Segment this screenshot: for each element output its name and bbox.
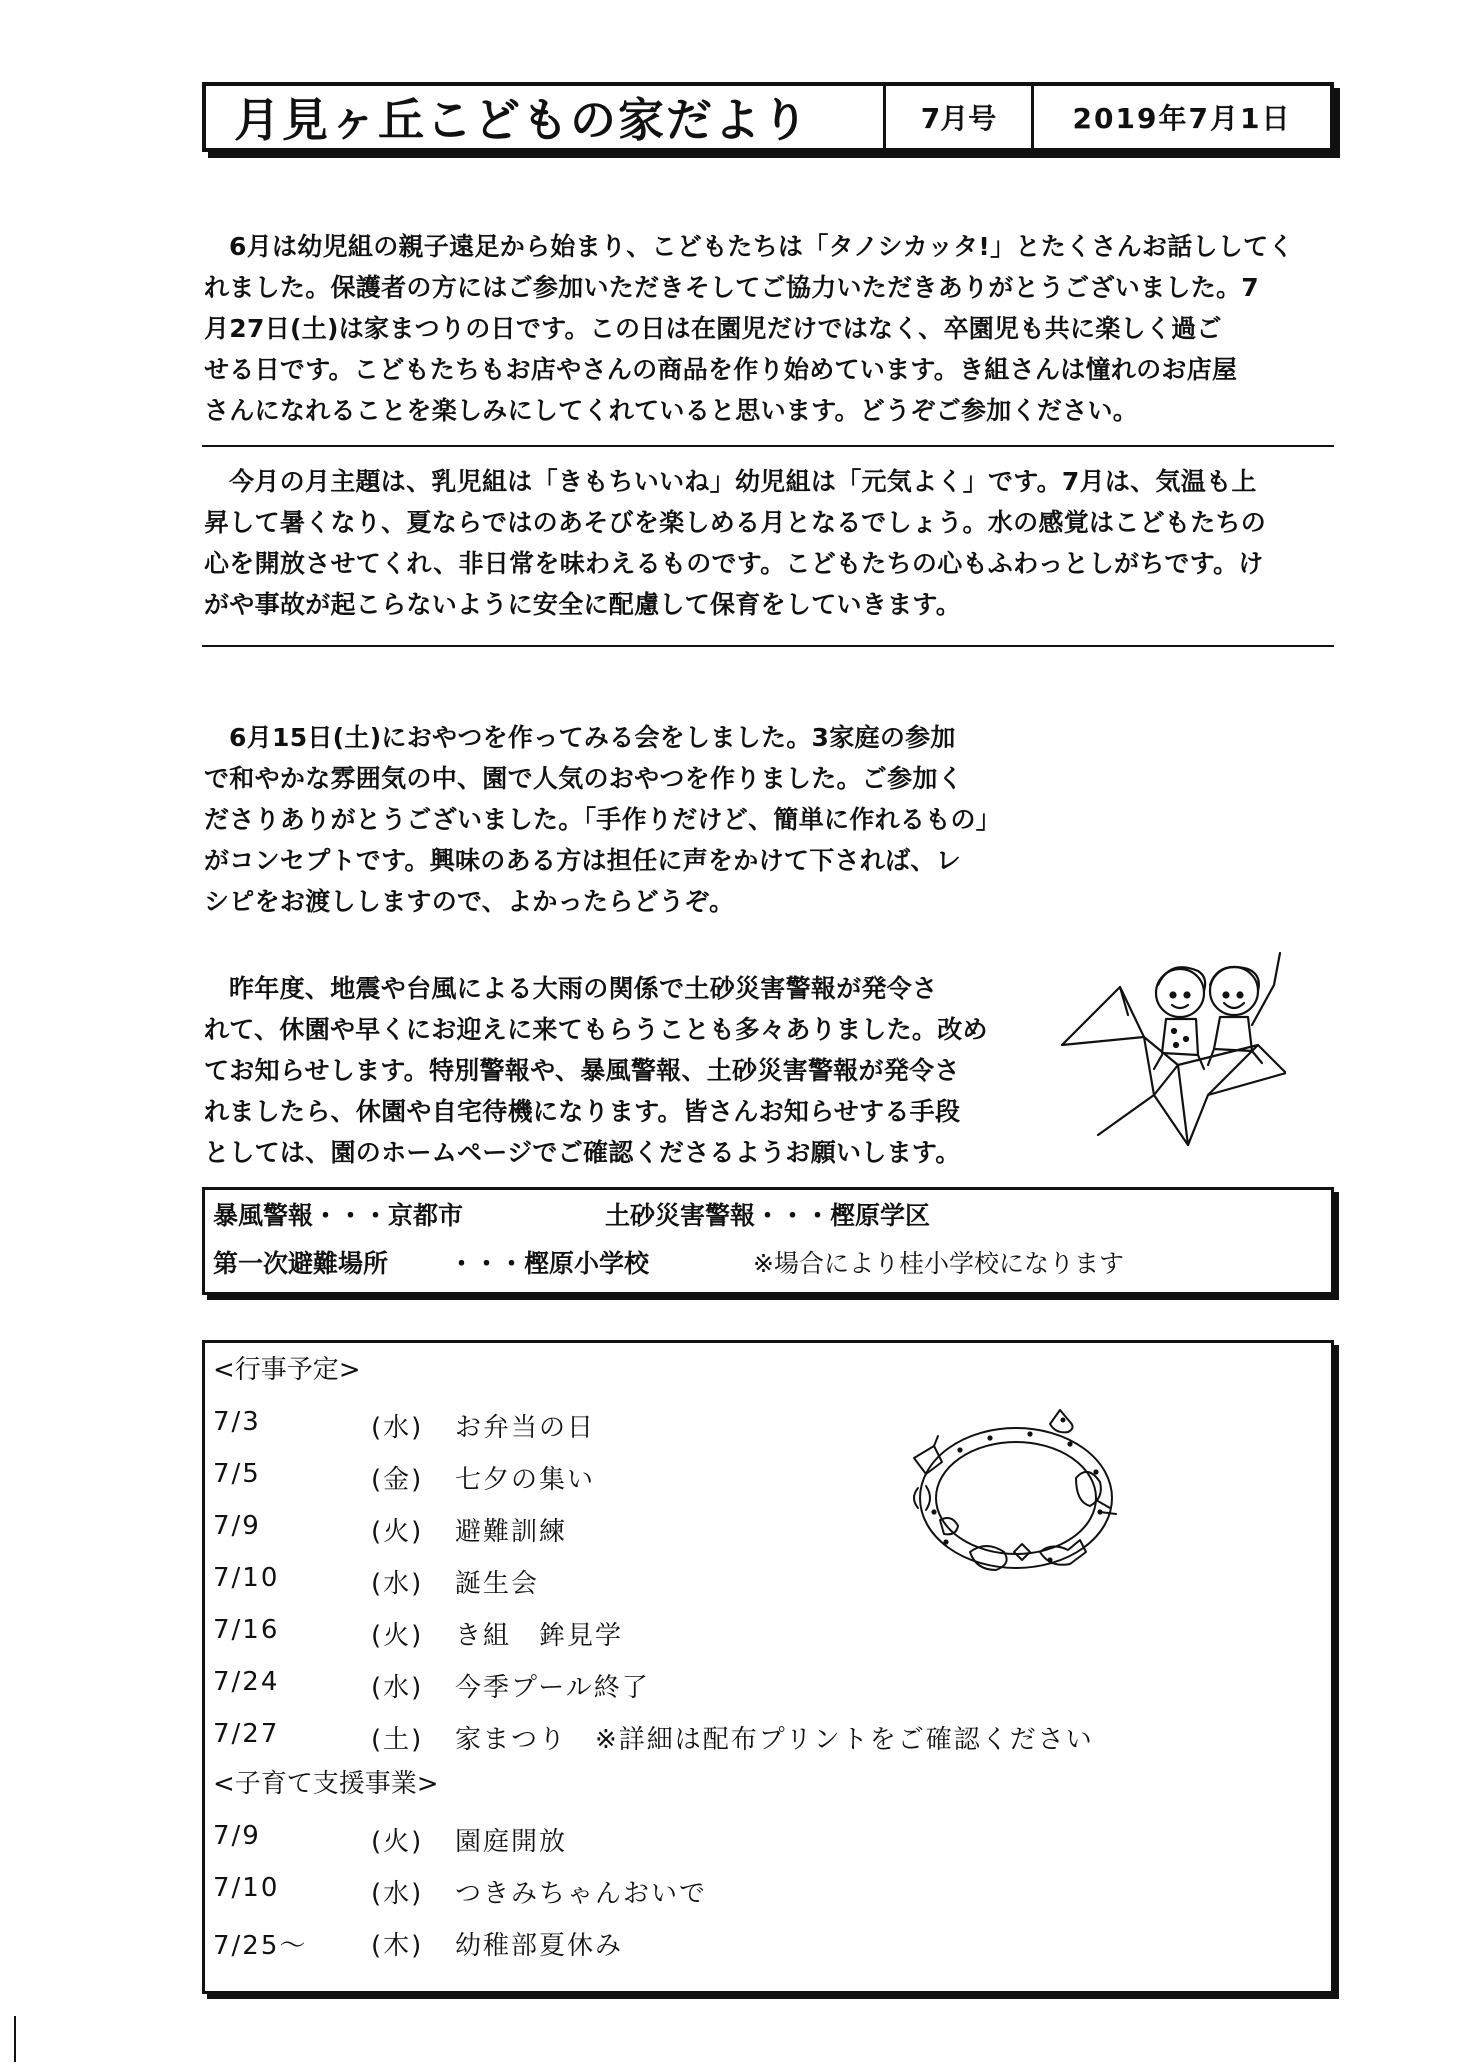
warning-row-1 xyxy=(213,1194,1323,1234)
schedule-row xyxy=(213,1407,1323,1447)
event-date: 7/3 xyxy=(213,1407,261,1437)
intro-paragraph xyxy=(204,226,1344,431)
event-date: 7/16 xyxy=(213,1615,280,1645)
schedule-row xyxy=(213,1615,1323,1655)
support-name: 園庭開放 xyxy=(455,1827,568,1857)
event-name: お弁当の日 xyxy=(455,1413,596,1443)
event-date: 7/27 xyxy=(213,1719,280,1749)
support-name: 幼稚部夏休み xyxy=(455,1931,624,1961)
event-day: (土) xyxy=(371,1725,424,1755)
paragraph-line: 6月15日(土)におやつを作ってみる会をしました。3家庭の参加 xyxy=(229,723,956,752)
shelter-note: ※場合により桂小学校になります xyxy=(753,1249,1124,1278)
support-row xyxy=(213,1873,1323,1913)
support-name: つきみちゃんおいで xyxy=(455,1879,708,1909)
section-divider xyxy=(202,445,1334,447)
paragraph-line: 今月の月主題は、乳児組は「きもちいいね」幼児組は「元気よく」です。7月は、気温も上 xyxy=(229,467,1257,496)
event-day: (水) xyxy=(371,1673,424,1703)
paragraph-line: れました。保護者の方にはご参加いただきそしてご協力いただきありがとうございました。7 xyxy=(204,273,1259,302)
event-name: 誕生会 xyxy=(455,1569,540,1599)
paragraph-line: 心を開放させてくれ、非日常を味わえるものです。こどもたちの心もふわっとしがちです。け xyxy=(204,549,1264,578)
event-name: 家まつり ※詳細は配布プリントをご確認ください xyxy=(455,1725,1094,1755)
monthly-theme-paragraph xyxy=(204,461,1344,625)
event-day: (金) xyxy=(371,1465,424,1495)
paragraph-line: シピをお渡ししますので、よかったらどうぞ。 xyxy=(204,887,735,916)
schedule-row xyxy=(213,1563,1323,1603)
scan-edge-mark xyxy=(14,2016,16,2062)
event-day: (水) xyxy=(371,1569,424,1599)
paragraph-line: 昇して暑くなり、夏ならではのあそびを楽しめる月となるでしょう。水の感覚はこどもたちの xyxy=(204,508,1267,537)
schedule-row xyxy=(213,1459,1323,1499)
event-name: 今季プール終了 xyxy=(455,1673,650,1703)
support-row xyxy=(213,1821,1323,1861)
paragraph-line: 6月は幼児組の親子遠足から始まり、こどもたちは「タノシカッタ!」とたくさんお話ししてく xyxy=(229,232,1294,261)
shelter-value: ・・・樫原小学校 xyxy=(449,1249,650,1278)
event-date: 7/5 xyxy=(213,1459,261,1489)
support-day: (水) xyxy=(371,1879,424,1909)
event-date: 7/10 xyxy=(213,1563,280,1593)
schedule-box xyxy=(202,1340,1334,1994)
paragraph-line: てお知らせします。特別警報や、暴風警報、土砂災害警報が発令さ xyxy=(204,1056,960,1085)
paragraph-line: れましたら、休園や自宅待機になります。皆さんお知らせする手段 xyxy=(204,1097,961,1126)
support-day: (木) xyxy=(371,1931,424,1961)
events-heading: <行事予定> xyxy=(213,1355,361,1385)
support-row xyxy=(213,1925,1323,1965)
event-date: 7/9 xyxy=(213,1511,261,1541)
schedule-row xyxy=(213,1667,1323,1707)
warning-row-2 xyxy=(213,1242,1323,1282)
paragraph-line: れて、休園や早くにお迎えに来てもらうことも多々ありました。改め xyxy=(204,1015,988,1044)
section-divider xyxy=(202,645,1334,647)
event-day: (火) xyxy=(371,1517,424,1547)
event-date: 7/24 xyxy=(213,1667,280,1697)
issue-date: 2019年7月1日 xyxy=(1072,102,1292,135)
support-date: 7/9 xyxy=(213,1821,261,1851)
schedule-row xyxy=(213,1511,1323,1551)
paragraph-line: せる日です。こどもたちもお店やさんの商品を作り始めています。き組さんは憧れのお店屋 xyxy=(204,355,1238,384)
disaster-notice-paragraph xyxy=(204,968,1064,1173)
issue-label: 7月号 xyxy=(886,86,1034,148)
support-heading: <子育て支援事業> xyxy=(213,1769,439,1799)
schedule-row xyxy=(213,1719,1323,1759)
event-day: (火) xyxy=(371,1621,424,1651)
paragraph-line: がや事故が起こらないように安全に配慮して保育をしていきます。 xyxy=(204,590,962,619)
warning-info-box xyxy=(202,1187,1334,1295)
newsletter-title: 月見ヶ丘こどもの家だより xyxy=(206,86,886,148)
paragraph-line: としては、園のホームページでご確認くださるようお願いします。 xyxy=(204,1138,961,1167)
paragraph-line: で和やかな雰囲気の中、園で人気のおやつを作りました。ご参加く xyxy=(204,764,964,793)
paragraph-line: 月27日(土)は家まつりの日です。この日は在園児だけではなく、卒園児も共に楽しく過ご xyxy=(204,314,1222,343)
paragraph-line: ださりありがとうございました。「手作りだけど、簡単に作れるもの」 xyxy=(204,805,1002,834)
storm-warning-area: 暴風警報・・・京都市 xyxy=(213,1201,464,1230)
children-riding-paper-crane-icon xyxy=(1058,945,1286,1150)
event-name: き組 鉾見学 xyxy=(455,1621,624,1651)
event-name: 七夕の集い xyxy=(455,1465,596,1495)
paragraph-line: がコンセプトです。興味のある方は担任に声をかけて下されば、レ xyxy=(204,846,962,875)
landslide-warning-area: 土砂災害警報・・・樫原学区 xyxy=(605,1201,931,1230)
shelter-label: 第一次避難場所 xyxy=(213,1249,389,1278)
support-date: 7/10 xyxy=(213,1873,280,1903)
paragraph-line: さんになれることを楽しみにしてくれていると思います。どうぞご参加ください。 xyxy=(204,396,1139,425)
animal-wreath-icon xyxy=(900,1402,1132,1587)
support-day: (火) xyxy=(371,1827,424,1857)
event-day: (水) xyxy=(371,1413,424,1443)
paragraph-line: 昨年度、地震や台風による大雨の関係で土砂災害警報が発令さ xyxy=(229,974,938,1003)
support-date: 7/25～ xyxy=(213,1931,308,1961)
snack-event-paragraph xyxy=(204,717,1064,922)
event-name: 避難訓練 xyxy=(455,1517,568,1547)
newsletter-header xyxy=(202,82,1334,152)
